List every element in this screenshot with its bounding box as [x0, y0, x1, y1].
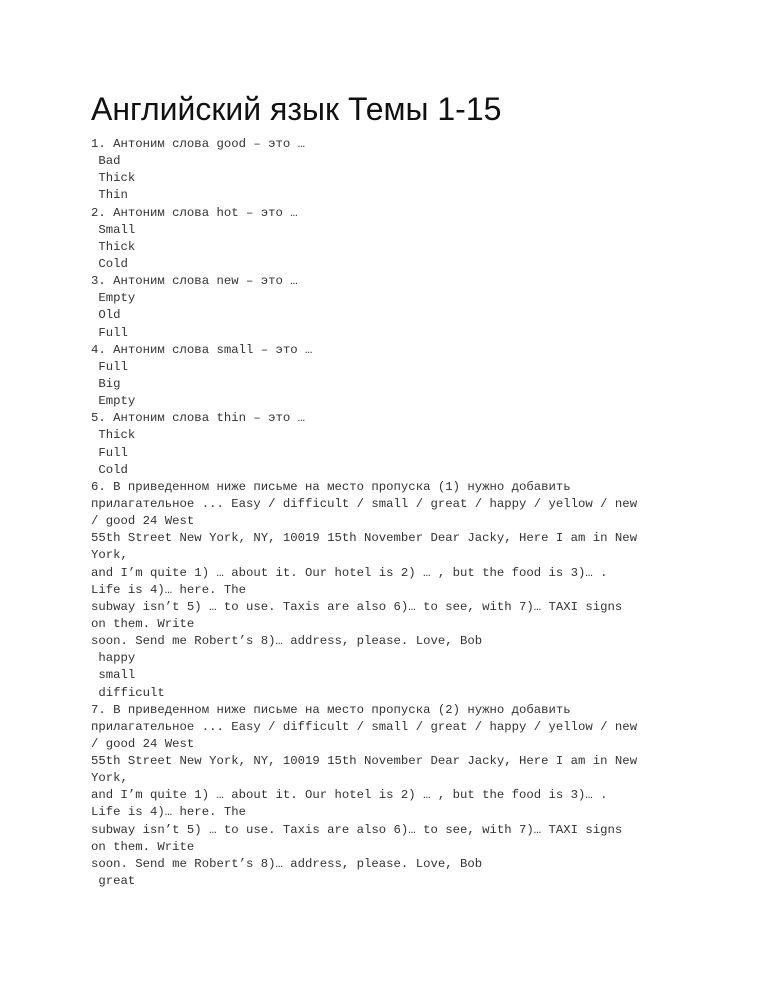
text-line: and I’m quite 1) … about it. Our hotel is 2) … , but the food is 3)… .	[91, 565, 608, 580]
answer-option: Cold	[91, 462, 128, 477]
text-line: 2. Антоним слова hot – это …	[91, 205, 298, 220]
answer-option: Thick	[91, 428, 136, 443]
text-line: Life is 4)… here. The	[91, 805, 246, 820]
answer-option: difficult	[91, 685, 165, 700]
answer-option: Thick	[91, 171, 136, 186]
answer-option: happy	[91, 651, 136, 666]
answer-option: Cold	[91, 256, 128, 271]
text-line: 6. В приведенном ниже письме на место пропуска (1) нужно добавить	[91, 479, 571, 494]
document-body	[91, 136, 691, 890]
answer-option: Big	[91, 376, 121, 391]
text-line: 5. Антоним слова thin – это …	[91, 411, 306, 426]
text-line: subway isn’t 5) … to use. Taxis are also 6)… to see, with 7)… TAXI signs	[91, 599, 623, 614]
text-line: 55th Street New York, NY, 10019 15th November Dear Jacky, Here I am in New	[91, 754, 638, 769]
text-line: and I’m quite 1) … about it. Our hotel is 2) … , but the food is 3)… .	[91, 788, 608, 803]
answer-option: Empty	[91, 394, 136, 409]
answer-option: Small	[91, 222, 136, 237]
text-line: subway isn’t 5) … to use. Taxis are also 6)… to see, with 7)… TAXI signs	[91, 822, 623, 837]
answer-option: Empty	[91, 291, 136, 306]
text-line: / good 24 West	[91, 736, 195, 751]
text-line: soon. Send me Robert’s 8)… address, please. Love, Bob	[91, 856, 483, 871]
text-line: on them. Write	[91, 839, 195, 854]
text-line: 4. Антоним слова small – это …	[91, 342, 313, 357]
document-title: Английский язык Темы 1-15	[91, 91, 502, 127]
answer-option: small	[91, 668, 136, 683]
text-line: 3. Антоним слова new – это …	[91, 274, 298, 289]
answer-option: Thin	[91, 188, 128, 203]
text-line: 7. В приведенном ниже письме на место пропуска (2) нужно добавить	[91, 702, 571, 717]
answer-option: great	[91, 874, 136, 889]
answer-option: Full	[91, 325, 128, 340]
text-line: 55th Street New York, NY, 10019 15th November Dear Jacky, Here I am in New	[91, 531, 638, 546]
answer-option: Old	[91, 308, 121, 323]
text-line: 1. Антоним слова good – это …	[91, 137, 306, 151]
document-page	[91, 89, 691, 890]
text-line: York,	[91, 548, 128, 563]
text-line: / good 24 West	[91, 514, 195, 529]
text-line: on them. Write	[91, 616, 195, 631]
answer-option: Full	[91, 445, 128, 460]
answer-option: Bad	[91, 154, 121, 169]
text-line: Life is 4)… here. The	[91, 582, 246, 597]
text-line: прилагательное ... Easy / difficult / small / great / happy / yellow / new	[91, 496, 638, 511]
text-line: York,	[91, 771, 128, 786]
answer-option: Full	[91, 359, 128, 374]
answer-option: Thick	[91, 239, 136, 254]
text-line: soon. Send me Robert’s 8)… address, please. Love, Bob	[91, 634, 483, 649]
text-line: прилагательное ... Easy / difficult / small / great / happy / yellow / new	[91, 719, 638, 734]
